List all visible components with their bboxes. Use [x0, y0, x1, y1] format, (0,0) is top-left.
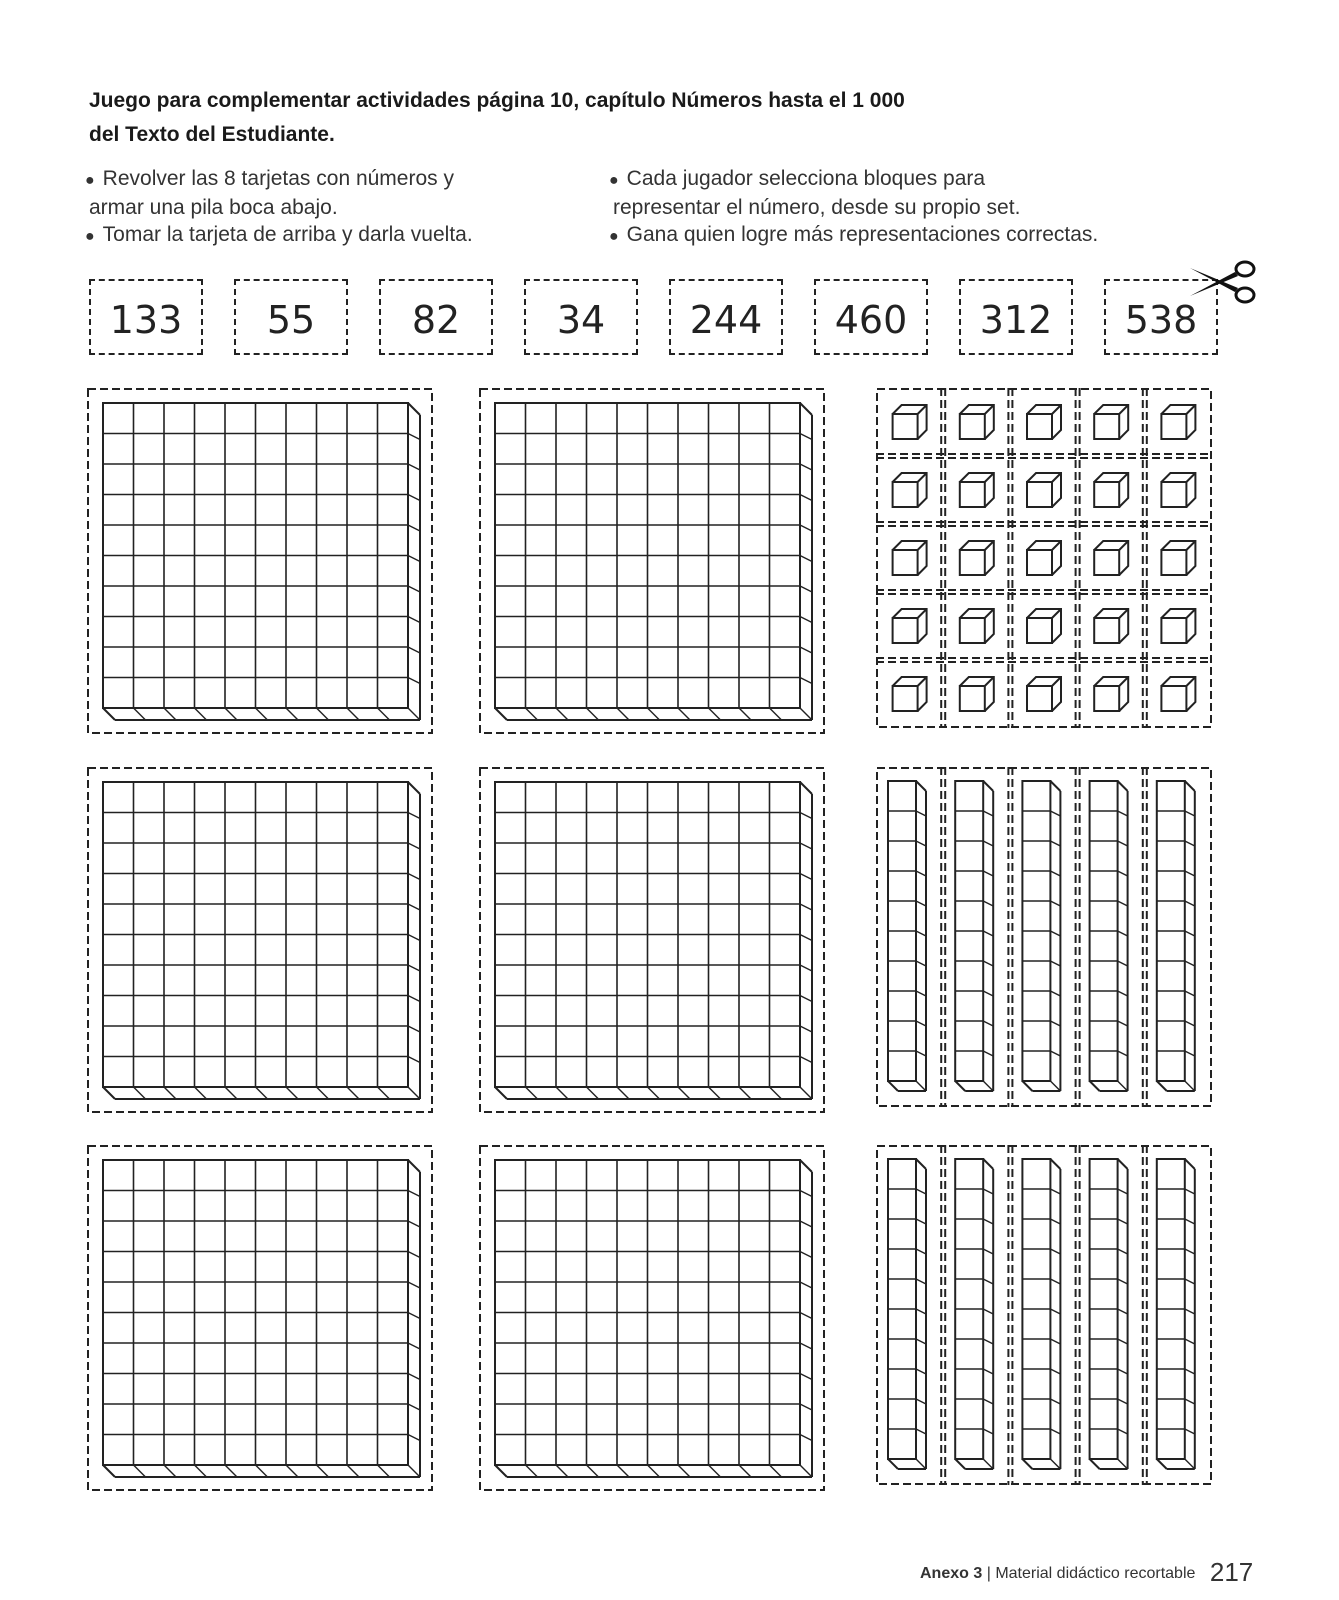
bullet-icon: ●	[85, 172, 95, 189]
instruction-text: representar el número, desde su propio set.	[613, 196, 1021, 219]
instructions-right	[609, 165, 1098, 250]
unit-cube[interactable]	[1094, 609, 1128, 643]
hundred-flat[interactable]	[479, 388, 825, 734]
unit-cube[interactable]	[1027, 541, 1061, 575]
unit-cube[interactable]	[1094, 473, 1128, 507]
unit-cube[interactable]	[1161, 405, 1195, 439]
number-card[interactable]: 244	[669, 279, 783, 355]
instruction-text: Tomar la tarjeta de arriba y darla vuelta.	[102, 223, 473, 246]
hundred-flat[interactable]	[479, 1145, 825, 1491]
number-card[interactable]: 460	[814, 279, 928, 355]
ten-rod[interactable]	[955, 781, 993, 1091]
unit-cube[interactable]	[1161, 677, 1195, 711]
title-line-2: del Texto del Estudiante.	[89, 123, 335, 146]
number-card[interactable]: 312	[959, 279, 1073, 355]
ten-rod[interactable]	[1090, 1159, 1128, 1469]
unit-cube[interactable]	[1027, 609, 1061, 643]
unit-cube[interactable]	[893, 473, 927, 507]
unit-cube[interactable]	[1094, 677, 1128, 711]
ten-rod[interactable]	[955, 1159, 993, 1469]
ten-rod[interactable]	[1022, 1159, 1060, 1469]
unit-cube[interactable]	[893, 541, 927, 575]
number-card[interactable]: 55	[234, 279, 348, 355]
instructions-left	[85, 165, 473, 250]
ten-rod[interactable]	[1090, 781, 1128, 1091]
unit-cube[interactable]	[1027, 473, 1061, 507]
page-number: 217	[1209, 1557, 1254, 1587]
scissors-icon	[1188, 258, 1260, 306]
hundred-flat[interactable]	[87, 767, 433, 1113]
number-card[interactable]: 133	[89, 279, 203, 355]
annex-label: Anexo 3	[920, 1565, 983, 1582]
unit-cube[interactable]	[893, 677, 927, 711]
footer-separator: |	[986, 1565, 991, 1582]
unit-cube[interactable]	[893, 609, 927, 643]
instruction-text: Cada jugador selecciona bloques para	[626, 167, 986, 190]
ten-rod[interactable]	[888, 1159, 926, 1469]
number-card[interactable]: 34	[524, 279, 638, 355]
unit-cubes-sheet	[876, 388, 1212, 728]
unit-cube[interactable]	[960, 677, 994, 711]
unit-cube[interactable]	[893, 405, 927, 439]
ten-rod[interactable]	[1157, 781, 1195, 1091]
unit-cube[interactable]	[1161, 609, 1195, 643]
bullet-icon: ●	[85, 228, 95, 245]
unit-cube[interactable]	[1027, 405, 1061, 439]
unit-cube[interactable]	[960, 405, 994, 439]
bullet-icon: ●	[609, 228, 619, 245]
page-title	[89, 84, 1089, 152]
instruction-text: Gana quien logre más representaciones correctas.	[626, 223, 1099, 246]
unit-cube[interactable]	[1094, 541, 1128, 575]
unit-cube[interactable]	[1161, 473, 1195, 507]
unit-cube[interactable]	[960, 473, 994, 507]
unit-cube[interactable]	[1094, 405, 1128, 439]
ten-rods-sheet	[876, 1145, 1212, 1485]
ten-rod[interactable]	[1157, 1159, 1195, 1469]
hundred-flat[interactable]	[479, 767, 825, 1113]
page-footer	[920, 1554, 1253, 1585]
footer-label: Material didáctico recortable	[995, 1565, 1196, 1582]
ten-rods-sheet	[876, 767, 1212, 1107]
bullet-icon: ●	[609, 172, 619, 189]
hundred-flat[interactable]	[87, 388, 433, 734]
ten-rod[interactable]	[1022, 781, 1060, 1091]
unit-cube[interactable]	[960, 609, 994, 643]
instruction-text: Revolver las 8 tarjetas con números y	[102, 167, 454, 190]
ten-rod[interactable]	[888, 781, 926, 1091]
hundred-flat[interactable]	[87, 1145, 433, 1491]
unit-cube[interactable]	[960, 541, 994, 575]
unit-cube[interactable]	[1161, 541, 1195, 575]
unit-cube[interactable]	[1027, 677, 1061, 711]
instruction-text: armar una pila boca abajo.	[89, 196, 338, 219]
number-card[interactable]: 82	[379, 279, 493, 355]
number-card[interactable]: 538	[1104, 279, 1218, 355]
title-line-1: Juego para complementar actividades página 10, capítulo Números hasta el 1 000	[89, 89, 905, 112]
